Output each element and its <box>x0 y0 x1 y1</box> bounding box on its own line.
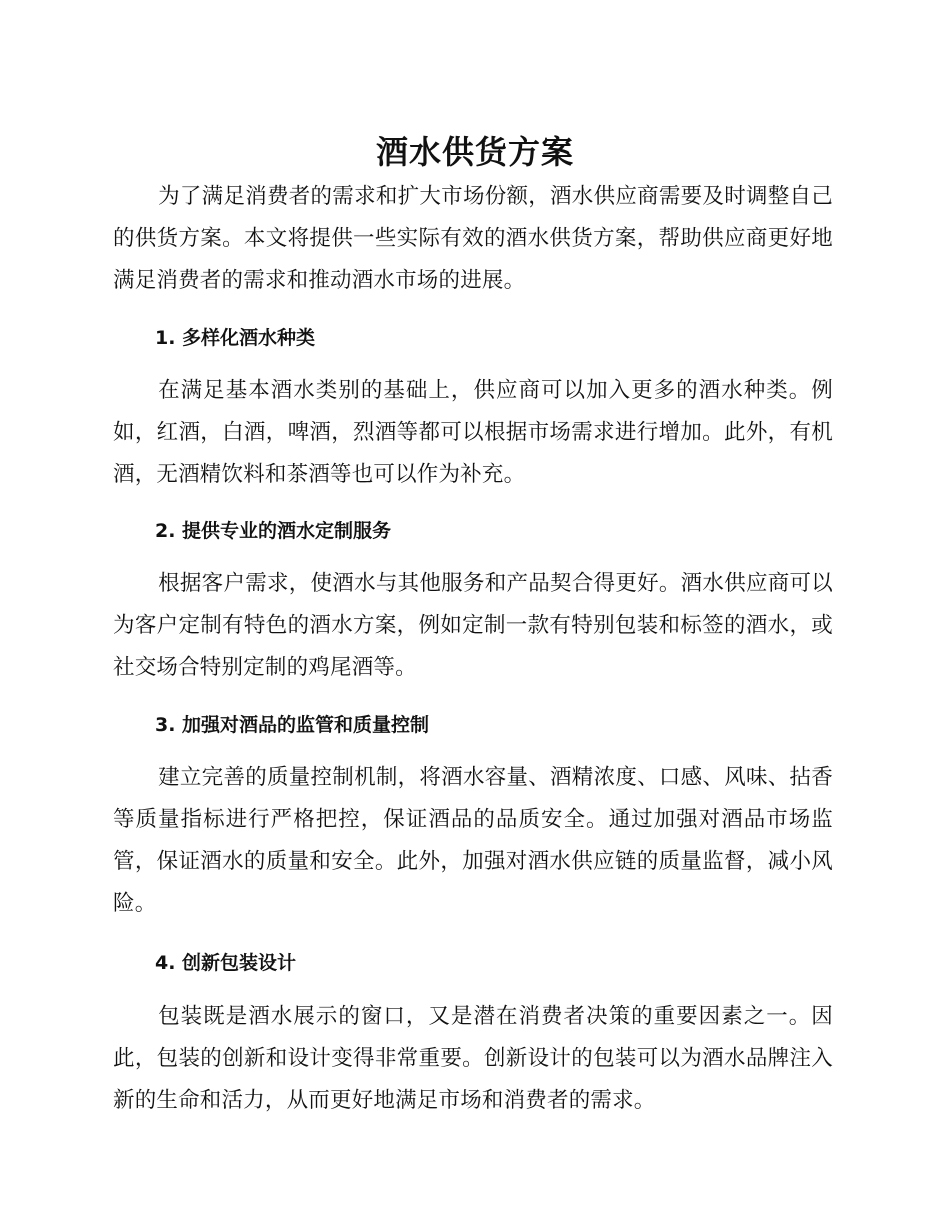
section-body-1: 在满足基本酒水类别的基础上，供应商可以加入更多的酒水种类。例如，红酒，白酒，啤酒，烈酒等都可以根据市场需求进行增加。此外，有机酒，无酒精饮料和茶酒等也可以作为补充。 <box>113 378 833 487</box>
section-heading-3: 3. 加强对酒品的监管和质量控制 <box>155 714 430 736</box>
section-body-2: 根据客户需求，使酒水与其他服务和产品契合得更好。酒水供应商可以为客户定制有特色的酒水方案，例如定制一款有特别包装和标签的酒水，或社交场合特别定制的鸡尾酒等。 <box>113 571 833 680</box>
section-heading-4: 4. 创新包装设计 <box>155 952 297 974</box>
document-title: 酒水供货方案 <box>375 133 574 171</box>
section-heading-2: 2. 提供专业的酒水定制服务 <box>155 520 392 542</box>
section-heading-1: 1. 多样化酒水种类 <box>155 327 316 349</box>
section-body-4: 包装既是酒水展示的窗口，又是潜在消费者决策的重要因素之一。因此，包装的创新和设计变得非常重要。创新设计的包装可以为酒水品牌注入新的生命和活力，从而更好地满足市场和消费者的需求。 <box>113 1004 833 1113</box>
intro-paragraph: 为了满足消费者的需求和扩大市场份额，酒水供应商需要及时调整自己的供货方案。本文将提供一些实际有效的酒水供货方案，帮助供应商更好地满足消费者的需求和推动酒水市场的进展。 <box>113 184 833 293</box>
section-body-3: 建立完善的质量控制机制，将酒水容量、酒精浓度、口感、风味、拈香等质量指标进行严格把控，保证酒品的品质安全。通过加强对酒品市场监管，保证酒水的质量和安全。此外，加强对酒水供应链的质量监督，减小风险。 <box>113 765 833 916</box>
